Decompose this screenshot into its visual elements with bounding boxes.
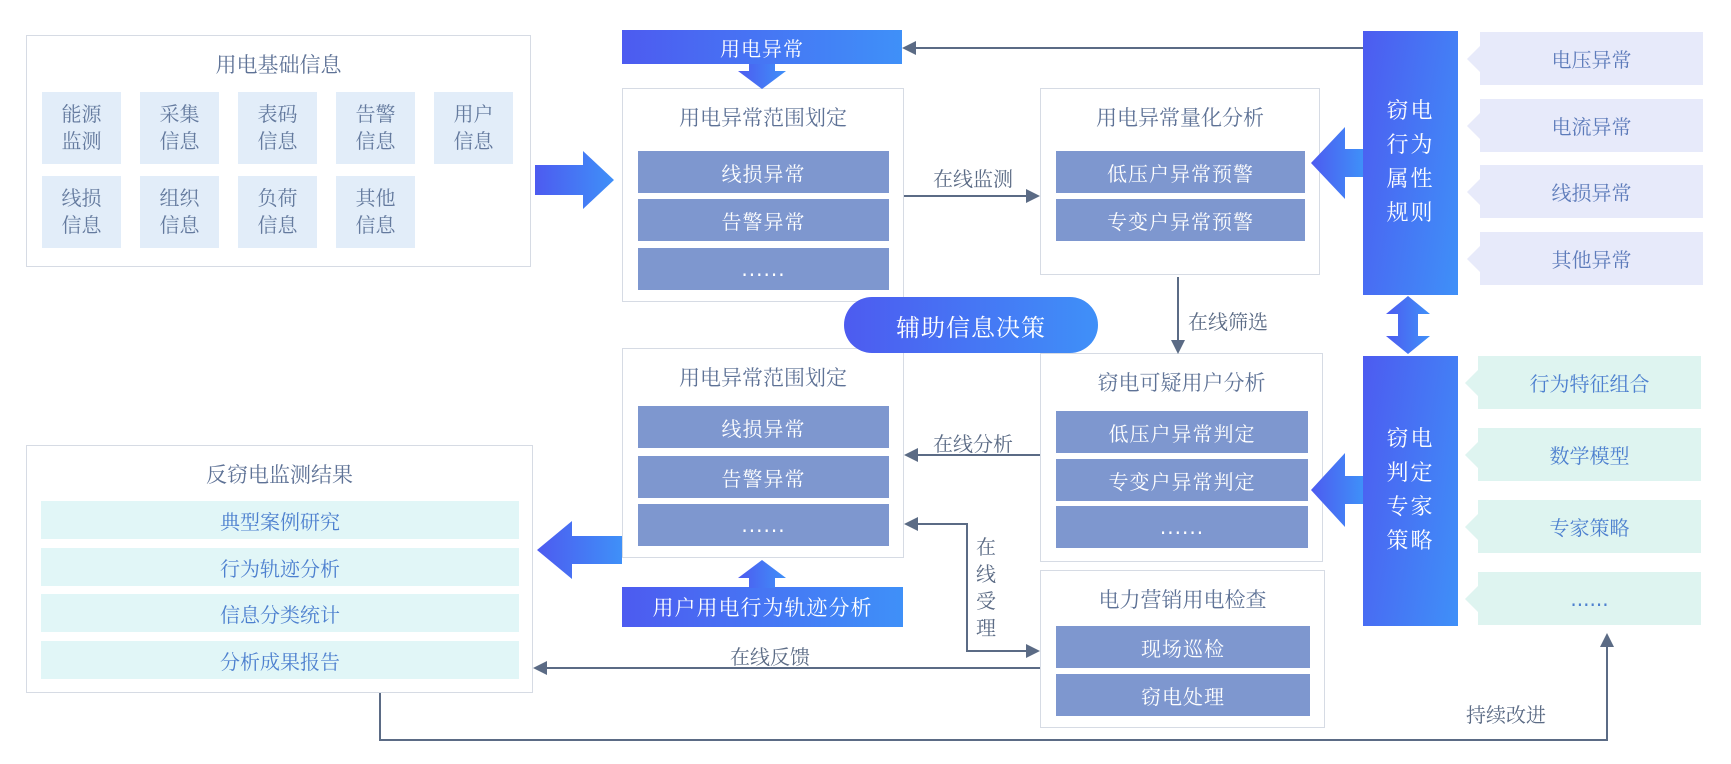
inspect-bar-site-patrol: 现场巡检	[1056, 626, 1310, 668]
rule-item-lineloss	[1480, 165, 1703, 218]
quantitative-analysis-panel	[1040, 88, 1320, 275]
online-filter-label: 在线筛选	[1188, 310, 1268, 334]
suspect-bar-lowvoltage: 低压户异常判定	[1056, 411, 1308, 453]
anti-theft-result-panel	[26, 445, 533, 693]
suspect-user-analysis-panel	[1040, 353, 1323, 562]
auxiliary-decision-pill: 辅助信息决策	[844, 297, 1098, 353]
rules-line: 规则	[1386, 201, 1435, 226]
chip-line: 信息	[453, 129, 494, 153]
quant-title: 用电异常量化分析	[1096, 106, 1264, 130]
chip-user-info	[434, 92, 513, 164]
rule-item-label: 电流异常	[1551, 115, 1632, 139]
chip-line: 能源	[61, 102, 102, 126]
chip-line: 采集	[159, 102, 200, 126]
arrowhead-to-banner	[902, 41, 916, 55]
chip-line: 用户	[453, 102, 494, 126]
chip-line: 信息	[159, 213, 200, 237]
chip-line: 组织	[159, 186, 200, 210]
rule-item-label: 电压异常	[1551, 48, 1632, 72]
scope-definition-panel-bottom	[622, 348, 904, 558]
rule-item-current	[1480, 99, 1703, 152]
chip-energy-monitor	[42, 92, 121, 164]
strategy-line: 窃电	[1386, 427, 1435, 452]
fat-arrow-trace-banner-up	[738, 560, 786, 588]
chip-line: 信息	[159, 129, 200, 153]
arrowhead-continuous-improve	[1600, 633, 1614, 647]
scope-top-title: 用电异常范围划定	[679, 106, 847, 130]
rule-item-voltage	[1480, 32, 1703, 85]
left-notch	[1467, 113, 1480, 139]
scope-top-bar-alarm: 告警异常	[638, 199, 889, 241]
strategy-line: 判定	[1386, 461, 1435, 486]
suspect-bar-more: ......	[1056, 506, 1308, 548]
connector-continuous-improve	[380, 645, 1607, 740]
rule-item-label: 线损异常	[1551, 181, 1632, 205]
quant-bar-transformer: 专变户异常预警	[1056, 199, 1305, 241]
scope-top-bar-more: ......	[638, 248, 889, 290]
arrowhead-accept-right	[1026, 644, 1040, 658]
scope-bottom-bar-lineloss: 线损异常	[638, 406, 889, 448]
chip-line: 负荷	[257, 186, 298, 210]
chip-line: 信息	[257, 213, 298, 237]
strategy-item-label: 专家策略	[1549, 516, 1630, 540]
chip-load-info	[238, 176, 317, 248]
strategy-item-feature-combo	[1478, 356, 1701, 409]
continuous-improve-label: 持续改进	[1466, 703, 1546, 727]
left-notch	[1465, 514, 1478, 540]
result-row-case-study: 典型案例研究	[41, 501, 519, 539]
chip-line: 线损	[61, 186, 102, 210]
fat-arrow-scope-to-result	[537, 521, 622, 579]
user-behavior-trace-banner: 用户用电行为轨迹分析	[622, 587, 903, 627]
left-notch	[1465, 370, 1478, 396]
scope-bottom-bar-alarm: 告警异常	[638, 456, 889, 498]
result-title: 反窃电监测结果	[206, 463, 353, 487]
base-info-panel	[26, 35, 531, 267]
chip-line: 监测	[61, 129, 102, 153]
strategy-item-label: 行为特征组合	[1529, 372, 1650, 396]
left-notch	[1467, 179, 1480, 205]
chip-line: 其他	[355, 186, 396, 210]
strategy-item-expert-policy	[1478, 500, 1701, 553]
chip-line: 表码	[257, 102, 298, 126]
arrowhead-online-feedback	[533, 661, 547, 675]
fat-arrow-rules-strategy-bidirectional	[1386, 296, 1430, 354]
left-notch	[1467, 46, 1480, 72]
inspect-bar-theft-handling: 窃电处理	[1056, 674, 1310, 716]
chip-lineloss-info	[42, 176, 121, 248]
arrowhead-accept-left	[904, 517, 918, 531]
rules-line: 属性	[1386, 167, 1435, 192]
abnormal-usage-banner: 用电异常	[622, 30, 902, 64]
scope-bottom-title: 用电异常范围划定	[679, 366, 847, 390]
chip-line: 信息	[355, 213, 396, 237]
left-notch	[1467, 246, 1480, 272]
strategy-item-label: 数学模型	[1549, 444, 1630, 468]
strategy-item-math-model	[1478, 428, 1701, 481]
online-feedback-label: 在线反馈	[730, 645, 810, 669]
chip-line: 信息	[61, 213, 102, 237]
base-info-title: 用电基础信息	[215, 53, 342, 77]
chip-line: 信息	[355, 129, 396, 153]
result-row-report: 分析成果报告	[41, 641, 519, 679]
chip-line: 告警	[355, 102, 396, 126]
scope-definition-panel-top	[622, 88, 904, 302]
chip-collect-info	[140, 92, 219, 164]
left-notch	[1465, 442, 1478, 468]
fat-arrow-baseinfo-to-scope	[535, 151, 614, 209]
rule-item-other	[1480, 232, 1703, 285]
quant-bar-lowvoltage: 低压户异常预警	[1056, 151, 1305, 193]
base-info-chip-grid	[27, 79, 530, 248]
result-row-statistics: 信息分类统计	[41, 594, 519, 632]
chip-alarm-info	[336, 92, 415, 164]
chip-org-info	[140, 176, 219, 248]
connector-online-accept	[916, 524, 1028, 651]
online-monitor-label: 在线监测	[933, 167, 1013, 191]
online-analyze-label: 在线分析	[933, 432, 1013, 456]
chip-line: 信息	[257, 129, 298, 153]
result-row-trace: 行为轨迹分析	[41, 548, 519, 586]
chip-other-info	[336, 176, 415, 248]
rules-line: 行为	[1386, 133, 1435, 158]
theft-behavior-rules-box	[1363, 31, 1458, 295]
strategy-line: 策略	[1386, 529, 1435, 554]
rule-item-label: 其他异常	[1551, 248, 1632, 272]
strategy-line: 专家	[1386, 495, 1435, 520]
fat-arrow-banner-down	[738, 64, 786, 89]
strategy-item-label: ......	[1570, 586, 1609, 611]
suspect-bar-transformer: 专变户异常判定	[1056, 459, 1308, 501]
rules-line: 窃电	[1386, 99, 1435, 124]
online-accept-label: 在线受理	[976, 535, 996, 640]
left-notch	[1465, 586, 1478, 612]
arrowhead-online-filter	[1171, 340, 1185, 354]
scope-top-bar-lineloss: 线损异常	[638, 151, 889, 193]
scope-bottom-bar-more: ......	[638, 504, 889, 546]
theft-judgement-strategy-box	[1363, 356, 1458, 626]
chip-meter-info	[238, 92, 317, 164]
inspect-title: 电力营销用电检查	[1098, 588, 1267, 612]
suspect-title: 窃电可疑用户分析	[1097, 371, 1266, 395]
marketing-inspection-panel	[1040, 570, 1325, 728]
strategy-item-more	[1478, 572, 1701, 625]
